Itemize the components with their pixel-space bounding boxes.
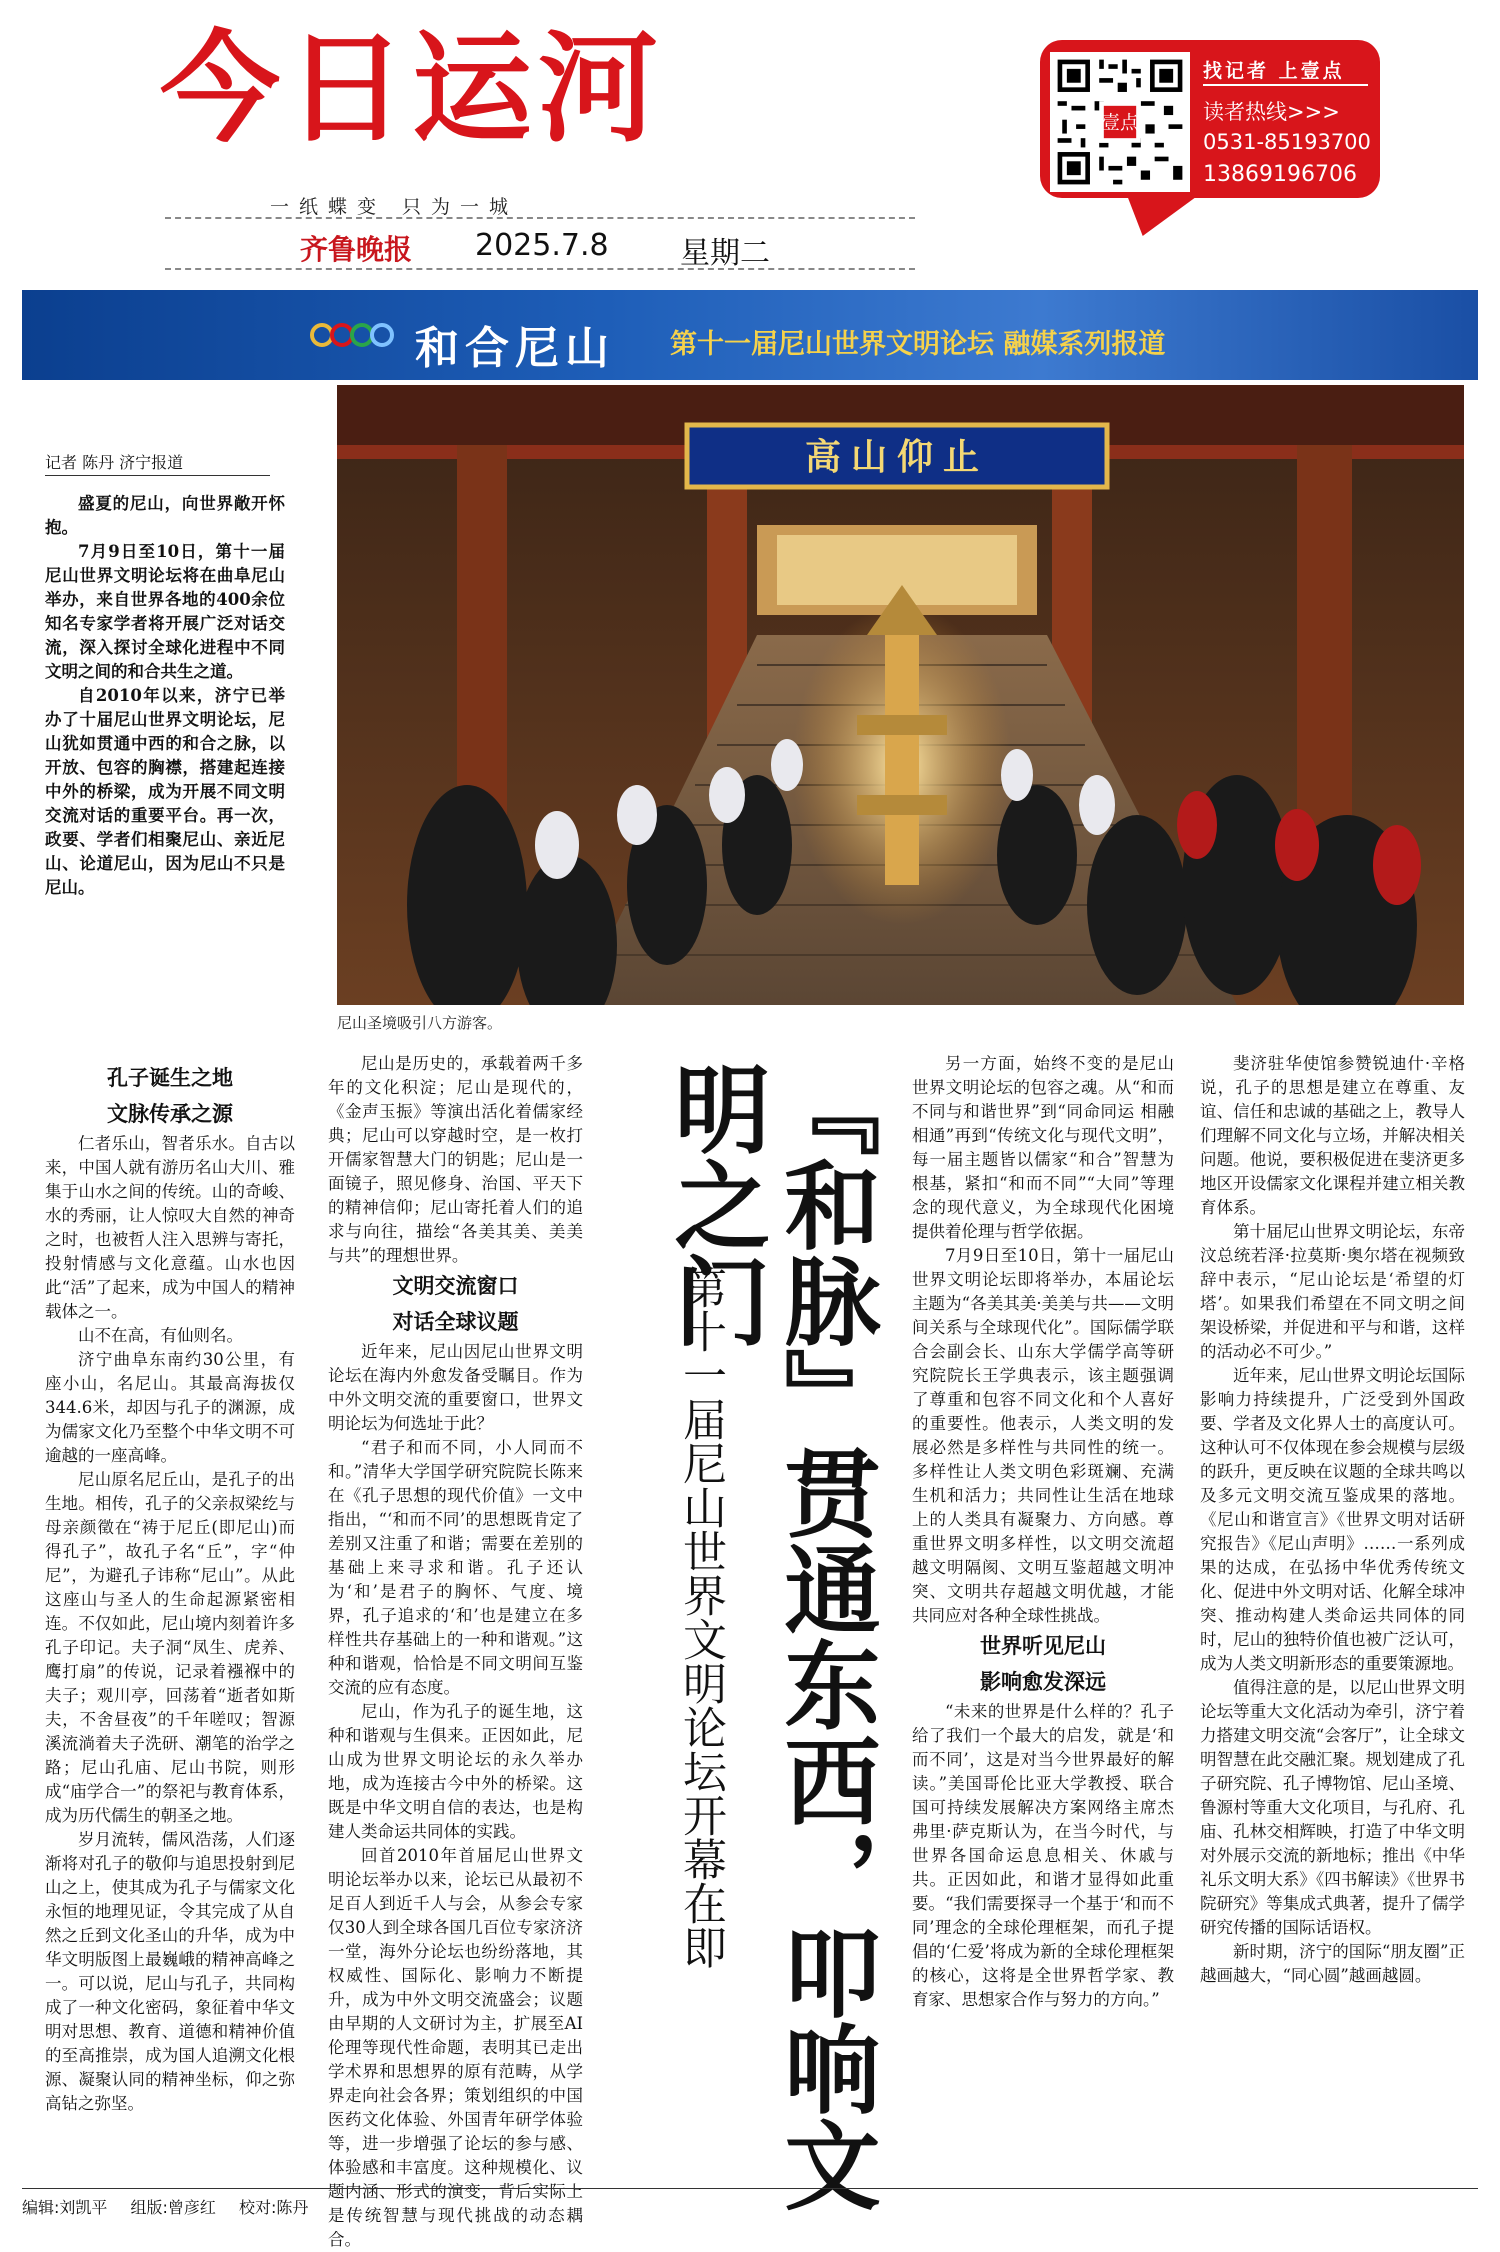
section-3-heading-2: 影响愈发深远 [980,1669,1106,1694]
qr-badge-text: 壹点 [1101,112,1139,134]
masthead-divider-bottom [165,268,915,270]
article-paragraph: 回首2010年首届尼山世界文明论坛举办以来，论坛已从最初不足百人到近千人与会，从参会专家仅30人到全球各国几百位专家济济一堂，海外分论坛也纷纷落地，其权威性、国际化、影响力不断提升，成为中外文明交流盛会；议题由早期的人文研讨为主，扩展至AI伦理等现代性命题，表明其已走出学术界和思想界的原有范畴，从学界走向社会各界；策划组织的中国医药文化体验、外国青年研学体验等，进一步增强了论坛的参与感、体验感和丰富度。这种规模化、议题内涵、形式的演变，背后实际上是传统智慧与现代挑战的动态耦合。 [328,1846,583,2249]
section-3-heading-1: 世界听见尼山 [980,1633,1106,1658]
news-photo [337,385,1464,1005]
hotline-phone-1[interactable]: 0531-85193700 [1203,130,1371,154]
article-paragraph: 近年来，尼山世界文明论坛国际影响力持续提升，广泛受到外国政要、学者及文化界人士的高度认可。这种认可不仅体现在参会规模与层级的跃升，更反映在议题的全球共鸣以及多元文明交流互鉴成果的落地。《尼山和谐宣言》《世界文明对话研究报告》《尼山声明》……一系列成果的达成，在弘扬中华优秀传统文化、促进中外文明对话、化解全球冲突、推动构建人类命运共同体的同时，尼山的独特价值也被广泛认可，成为人类文明新形态的重要策源地。 [1200,1366,1465,1673]
article-paragraph: “君子和而不同，小人同而不和。”清华大学国学研究院院长陈来在《孔子思想的现代价值》一文中指出，“‘和而不同’的思想既肯定了差别又注重了和谐；需要在差别的基础上来寻求和谐。孔子还认为‘和’是君子的胸怀、气度、境界，孔子追求的‘和’也是建立在多样性共存基础上的一种和谐观。”这种和谐观，恰恰是不同文明间互鉴交流的应有态度。 [328,1438,583,1697]
knot-logo-icon [310,318,400,356]
section-2-column-b [328,1052,583,2252]
article-paragraph: 值得注意的是，以尼山世界文明论坛等重大文化活动为牵引，济宁着力搭建文明交流“会客厅”，让全球文明智慧在此交融汇聚。规划建成了孔子研究院、孔子博物馆、尼山圣境、鲁源村等重大文化项目，与孔府、孔庙、孔林交相辉映，打造了中华文明对外展示交流的新地标；推出《中华礼乐文明大系》《四书解读》《世界书院研究》等集成式典著，提升了儒学研究传播的国际话语权。 [1200,1678,1465,1937]
article-paragraph: 仁者乐山，智者乐水。自古以来，中国人就有游历名山大川、雅集于山水之间的传统。山的奇峻、水的秀丽，让人惊叹大自然的神奇之时，也被哲人注入思辨与寄托，投射情感与文化意蕴。山水也因此“活”了起来，成为中国人的精神载体之一。 [45,1134,295,1321]
section-3-column-c [912,1052,1174,2012]
hotline-phone-2[interactable]: 13869196706 [1203,162,1357,187]
article-paragraph: 斐济驻华使馆参赞锐迪什·辛格说，孔子的思想是建立在尊重、友谊、信任和忠诚的基础之上，教导人们理解不同文化与立场，并解决相关问题。他说，要积极促进在斐济更多地区开设儒家文化课程并建立相关教育体系。 [1200,1054,1465,1217]
footer-layout: 组版:曾彦红 [130,2198,216,2217]
section-2-heading-1: 文明交流窗口 [392,1273,519,1298]
lead-paragraph: 盛夏的尼山，向世界敞开怀抱。 [45,494,285,537]
page-footer [22,2188,1478,2218]
article-paragraph: 尼山是历史的，承载着两千多年的文化积淀；尼山是现代的，《金声玉振》等演出活化着儒家经典；尼山可以穿越时空，是一枚打开儒家智慧大门的钥匙；尼山是一面镜子，照见修身、治国、平天下的精神信仰；尼山寄托着人们的追求与向往，描绘“各美其美、美美与共”的理想世界。 [328,1054,583,1265]
hotline-bubble-tail [1113,196,1198,236]
banner-subtitle: 第十一届尼山世界文明论坛 融媒系列报道 [670,329,1166,360]
footer-proofreader: 校对:陈丹 [239,2198,309,2217]
temple-stairs-illustration [337,385,1464,1005]
hotline-divider [1203,84,1368,86]
qr-code-icon[interactable] [1050,52,1190,192]
section-3-column-d [1200,1052,1465,1988]
reporter-byline: 记者 陈丹 济宁报道 [45,450,270,476]
banner-title: 和合尼山 [415,323,615,374]
article-paragraph: 山不在高，有仙则名。 [78,1326,243,1345]
publisher-logo: 齐鲁晚报 [300,233,413,266]
masthead-motto: 一纸蝶变 只为一城 [270,196,519,218]
qr-code-graphic [1053,55,1187,189]
section-2-heading-2: 对话全球议题 [392,1309,519,1334]
article-paragraph: 新时期，济宁的国际“朋友圈”正越画越大，“同心圆”越画越圆。 [1200,1942,1465,1985]
photo-caption: 尼山圣境吸引八方游客。 [337,1014,503,1032]
article-paragraph: 济宁曲阜东南约30公里，有座小山，名尼山。其最高海拔仅344.6米，却因与孔子的渊源，成为儒家文化乃至整个中华文明不可逾越的一座高峰。 [45,1350,295,1465]
article-paragraph: 7月9日至10日，第十一届尼山世界文明论坛即将举办，本届论坛主题为“各美其美·美美与共——文明间关系与全球现代化”。国际儒学联合会副会长、山东大学儒学高等研究院院长王学典表示，该主题强调了尊重和包容不同文化和个人喜好的重要性。他表示，人类文明的发展必然是多样性与共同性的统一。多样性让人类文明色彩斑斓、充满生机和活力；共同性让生活在地球上的人类具有凝聚力、方向感。尊重世界文明多样性，以文明交流超越文明隔阂、文明互鉴超越文明冲突、文明共存超越文明优越，才能共同应对各种全球性挑战。 [912,1246,1174,1625]
hotline-slogan: 找记者 上壹点 [1203,60,1345,82]
masthead-title: 今日运河 [160,20,664,159]
footer-editor: 编辑:刘凯平 [22,2198,108,2217]
hotline-label: 读者热线>>> [1203,100,1340,124]
article-paragraph: 近年来，尼山因尼山世界文明论坛在海内外愈发备受瞩目。作为中外文明交流的重要窗口，世界文明论坛为何选址于此？ [328,1342,583,1433]
masthead-divider [165,217,915,219]
section-1-column-a [45,1060,295,2116]
issue-weekday: 星期二 [680,236,770,271]
article-paragraph: 另一方面，始终不变的是尼山世界文明论坛的包容之魂。从“和而不同与和谐世界”到“同命同运 相融相通”再到“传统文化与现代文明”，每一届主题皆以儒家“和合”智慧为根基，紧扣“和而不同”“大同”等理念的现代意义，为全球现代化困境提供着伦理与哲学依据。 [912,1054,1174,1241]
lead-column [45,492,285,900]
photo-plaque: 高山仰止 [804,436,990,478]
sub-headline: 第十一届尼山世界文明论坛开幕在即 [675,1265,726,1969]
article-paragraph: 尼山，作为孔子的诞生地，这种和谐观与生俱来。正因如此，尼山成为世界文明论坛的永久举办地，成为连接古今中外的桥梁。这既是中华文明自信的表达，也是构建人类命运共同体的实践。 [328,1702,583,1841]
issue-date: 2025.7.8 [475,228,609,263]
article-paragraph: 第十届尼山世界文明论坛，东帝汶总统若泽·拉莫斯·奥尔塔在视频致辞中表示，“尼山论坛是‘希望的灯塔’。如果我们希望在不同文明之间架设桥梁，并促进和平与和谐，这样的活动必不可少。” [1200,1222,1465,1361]
main-headline: 『和脉』贯通东西，叩响文明之门 [659,1060,882,2212]
article-paragraph: “未来的世界是什么样的？孔子给了我们一个最大的启发，就是‘和而不同’，这是对当今世界最好的解读。”美国哥伦比亚大学教授、联合国可持续发展解决方案网络主席杰弗里·萨克斯认为，在当今时代，与世界各国命运息息相关、休戚与共。正因如此，和谐才显得如此重要。“我们需要探寻一个基于‘和而不同’理念的全球伦理框架，而孔子提倡的‘仁爱’将成为新的全球伦理框架的核心，这将是全世界哲学家、教育家、思想家合作与努力的方向。” [912,1702,1174,2009]
section-1-heading-2: 文脉传承之源 [107,1101,233,1126]
article-paragraph: 尼山原名尼丘山，是孔子的出生地。相传，孔子的父亲叔梁纥与母亲颜徵在“祷于尼丘(即尼山)而得孔子”，故孔子名“丘”，字“仲尼”，为避孔子讳称“尼山”。从此这座山与圣人的生命起源紧密相连。不仅如此，尼山境内刻着许多孔子印记。夫子洞“凤生、虎养、鹰打扇”的传说，记录着襁褓中的夫子；观川亭，回荡着“逝者如斯夫，不舍昼夜”的千年嗟叹；智源溪流淌着夫子洗研、潮笔的治学之路；尼山孔庙、尼山书院，则形成“庙学合一”的祭祀与教育体系，成为历代儒生的朝圣之地。 [45,1470,295,1825]
section-1-heading-1: 孔子诞生之地 [107,1065,233,1090]
lead-paragraph: 7月9日至10日，第十一届尼山世界文明论坛将在曲阜尼山举办，来自世界各地的400余位知名专家学者将开展广泛对话交流，深入探讨全球化进程中不同文明之间的和合共生之道。 [45,542,285,681]
article-paragraph: 岁月流转，儒风浩荡，人们逐渐将对孔子的敬仰与追思投射到尼山之上，使其成为孔子与儒家文化永恒的地理见证，令其完成了从自然之丘到文化圣山的升华，成为中华文明版图上最巍峨的精神高峰之一。可以说，尼山与孔子，共同构成了一种文化密码，象征着中华文明对思想、教育、道德和精神价值的至高推崇，成为国人追溯文化根源、凝聚认同的精神坐标，仰之弥高钻之弥坚。 [45,1830,295,2113]
lead-paragraph: 自2010年以来，济宁已举办了十届尼山世界文明论坛，尼山犹如贯通中西的和合之脉，以开放、包容的胸襟，搭建起连接中外的桥梁，成为开展不同文明交流对话的重要平台。再一次，政要、学者们相聚尼山、亲近尼山、论道尼山，因为尼山不只是尼山。 [45,686,285,897]
